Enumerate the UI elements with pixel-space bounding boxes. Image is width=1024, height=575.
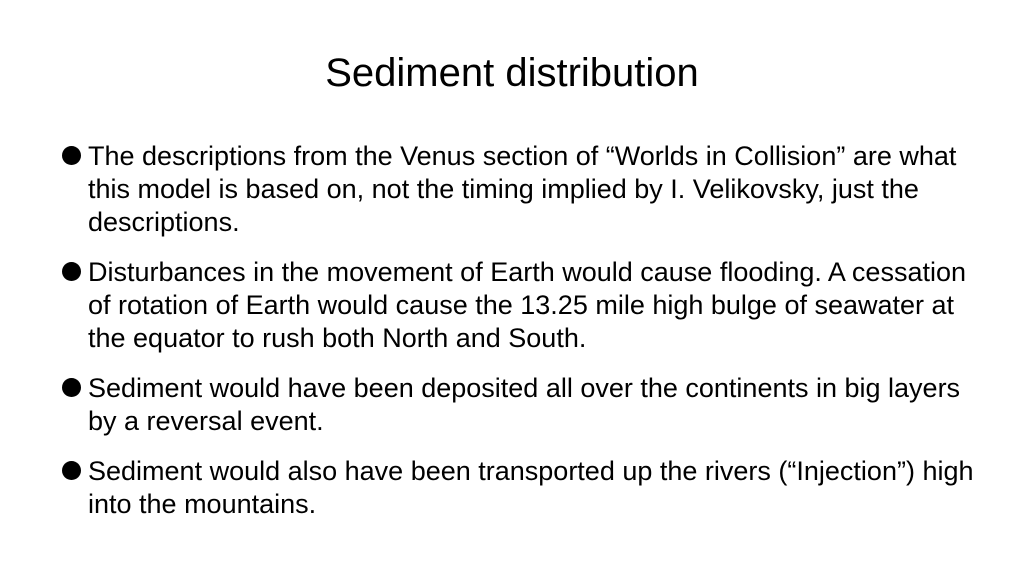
bullet-dot-icon	[62, 146, 81, 165]
slide-title: Sediment distribution	[325, 51, 699, 95]
bullet-item	[60, 455, 990, 521]
bullet-dot-icon	[62, 262, 81, 281]
bullet-text: Disturbances in the movement of Earth would cause flooding. A cessation of rotation of Earth would cause the 13.25 mile high bulge of seawater at the equator to rush both North and South.	[88, 257, 967, 353]
bullet-list	[60, 140, 990, 538]
bullet-text: The descriptions from the Venus section of “Worlds in Collision” are what this model is based on, not the timing implied by I. Velikovsky, just the descriptions.	[88, 141, 957, 237]
bullet-dot-icon	[62, 378, 81, 397]
bullet-text: Sediment would also have been transported up the rivers (“Injection”) high into the mountains.	[88, 456, 974, 519]
bullet-item	[60, 256, 990, 355]
bullet-item	[60, 140, 990, 239]
bullet-text: Sediment would have been deposited all over the continents in big layers by a reversal event.	[88, 373, 961, 436]
bullet-item	[60, 372, 990, 438]
bullet-dot-icon	[62, 461, 81, 480]
